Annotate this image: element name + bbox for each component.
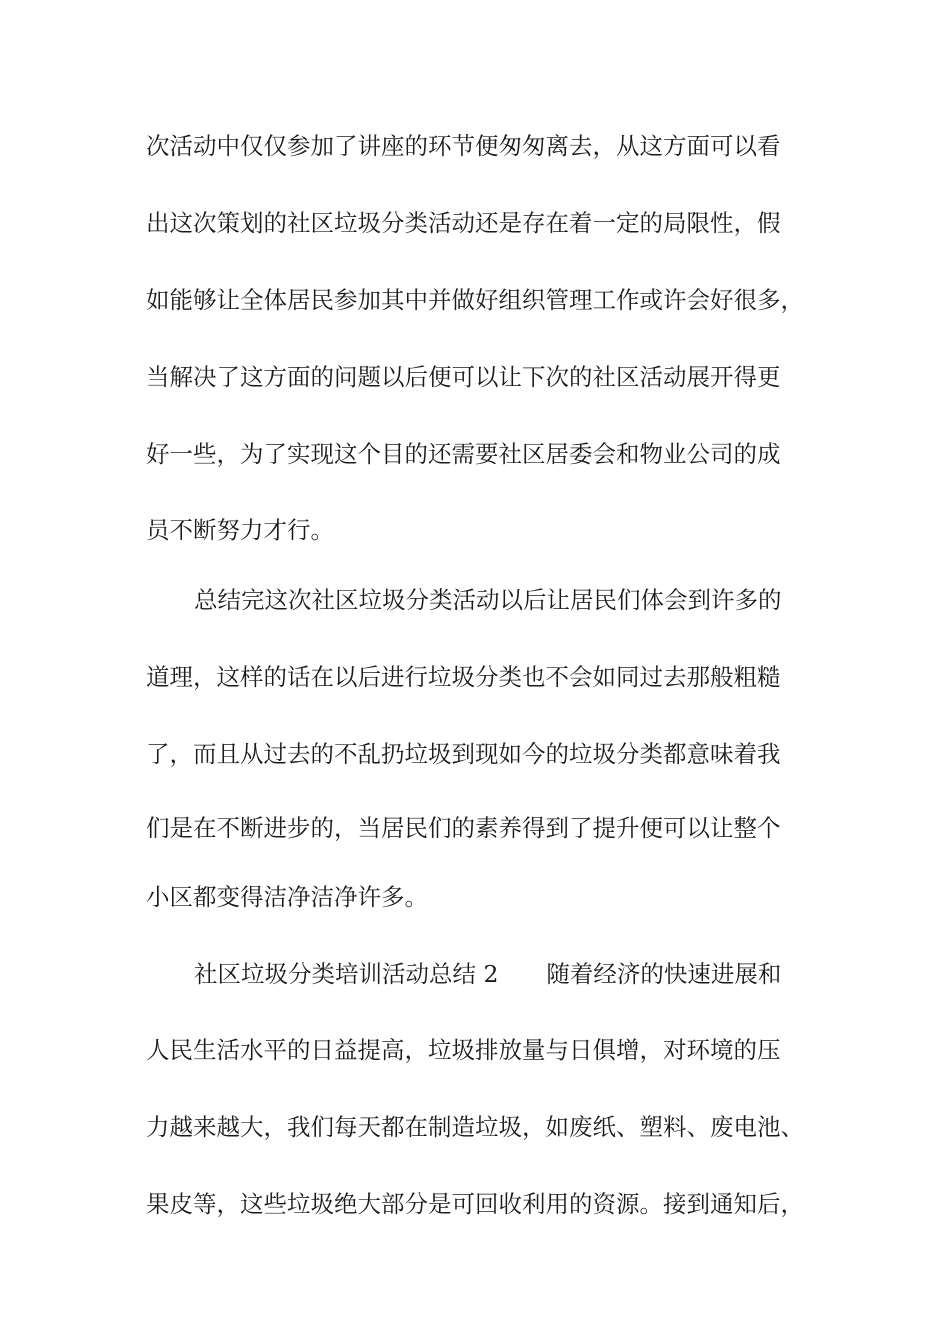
text-line: 果皮等，这些垃圾绝大部分是可回收利用的资源。接到通知后， [146, 1190, 804, 1218]
text-line: 员不断努力才行。 [146, 516, 334, 544]
text-line: 总结完这次社区垃圾分类活动以后让居民们体会到许多的 [194, 586, 782, 614]
section-heading: 社区垃圾分类培训活动总结 2 [194, 960, 499, 988]
text-line: 了，而且从过去的不乱扔垃圾到现如今的垃圾分类都意味着我 [146, 740, 781, 768]
text-line: 力越来越大，我们每天都在制造垃圾，如废纸、塑料、废电池、 [146, 1113, 804, 1141]
text-line: 小区都变得洁净洁净许多。 [146, 883, 428, 911]
text-line: 次活动中仅仅参加了讲座的环节便匆匆离去，从这方面可以看 [146, 132, 781, 160]
text-line: 人民生活水平的日益提高，垃圾排放量与日俱增，对环境的压 [146, 1036, 781, 1064]
text-line: 如能够让全体居民参加其中并做好组织管理工作或许会好很多， [146, 286, 804, 314]
text-line: 们是在不断进步的，当居民们的素养得到了提升便可以让整个 [146, 814, 781, 842]
section-heading-line [194, 957, 781, 991]
text-line: 出这次策划的社区垃圾分类活动还是存在着一定的局限性，假 [146, 209, 781, 237]
text-line: 道理，这样的话在以后进行垃圾分类也不会如同过去那般粗糙 [146, 663, 781, 691]
text-line-continuation: 随着经济的快速进展和 [546, 960, 782, 988]
text-line: 好一些，为了实现这个目的还需要社区居委会和物业公司的成 [146, 440, 781, 468]
text-line: 当解决了这方面的问题以后便可以让下次的社区活动展开得更 [146, 363, 781, 391]
